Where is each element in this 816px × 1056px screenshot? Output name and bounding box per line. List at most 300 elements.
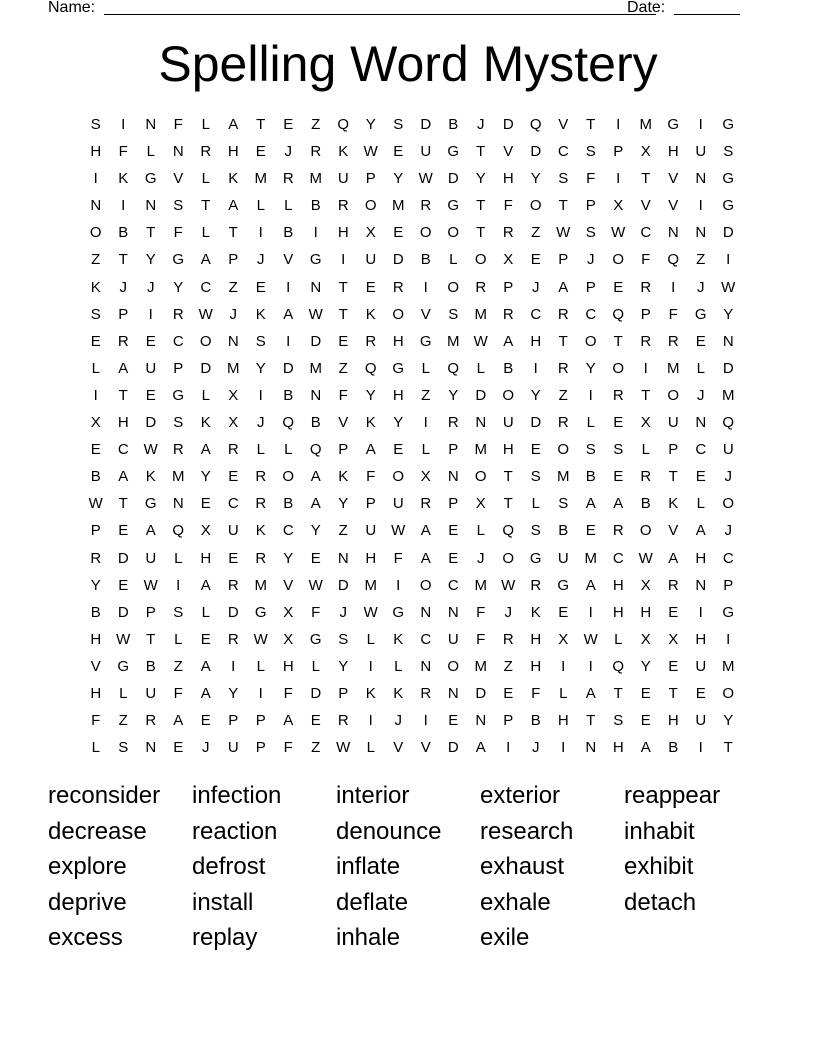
grid-letter: R (365, 332, 377, 350)
grid-letter: R (255, 468, 267, 486)
word-list-item: reconsider (48, 782, 161, 809)
grid-letter: R (640, 278, 652, 296)
grid-letter: O (502, 386, 515, 404)
word-list-row (48, 849, 768, 885)
grid-letter: E (695, 684, 706, 702)
grid-letter: K (365, 414, 376, 432)
grid-letter: E (200, 712, 211, 730)
grid-letter: H (640, 603, 652, 621)
grid-letter: U (227, 739, 239, 757)
grid-letter: W (418, 170, 433, 188)
grid-letter: G (667, 116, 680, 133)
grid-letter: E (613, 414, 624, 432)
grid-letter: Q (529, 116, 542, 133)
grid-letter: U (227, 522, 239, 540)
grid-letter: P (338, 684, 349, 702)
grid-letter: Z (311, 116, 321, 133)
grid-letter: O (557, 441, 570, 459)
grid-letter: E (90, 441, 101, 459)
grid-letter: I (148, 305, 153, 323)
grid-letter: N (172, 143, 184, 161)
grid-letter: A (200, 657, 211, 675)
grid-letter: O (392, 468, 405, 486)
grid-letter: G (447, 143, 460, 161)
grid-row (82, 328, 742, 355)
grid-letter: W (143, 441, 158, 459)
grid-row (82, 626, 742, 653)
grid-row (82, 138, 742, 165)
grid-letter: B (283, 495, 294, 513)
date-blank-line (674, 14, 740, 15)
grid-letter: T (118, 495, 128, 513)
grid-letter: R (90, 549, 102, 567)
word-list-item: decrease (48, 817, 147, 845)
grid-letter: I (368, 657, 373, 675)
grid-letter: D (530, 414, 542, 432)
grid-letter: H (667, 712, 679, 730)
grid-letter: J (147, 278, 155, 296)
grid-letter: Q (172, 522, 185, 540)
grid-letter: O (612, 251, 625, 269)
grid-letter: A (503, 332, 514, 350)
grid-letter: T (228, 224, 238, 242)
grid-letter: I (698, 603, 703, 621)
grid-letter: R (227, 576, 239, 594)
grid-letter: R (640, 332, 652, 350)
grid-letter: S (255, 332, 266, 350)
header (48, 0, 748, 20)
grid-letter: C (530, 305, 542, 323)
grid-letter: W (198, 305, 213, 323)
grid-letter: S (173, 603, 184, 621)
grid-letter: J (724, 468, 732, 486)
grid-letter: E (530, 251, 541, 269)
grid-letter: R (667, 576, 679, 594)
grid-letter: V (558, 116, 569, 133)
grid-letter: R (420, 197, 432, 215)
grid-letter: E (255, 278, 266, 296)
word-list-row (48, 778, 768, 814)
grid-letter: M (309, 170, 322, 188)
grid-letter: I (231, 657, 236, 675)
grid-letter: F (476, 630, 486, 648)
grid-letter: O (282, 468, 295, 486)
grid-letter: L (559, 684, 568, 702)
grid-letter: Y (365, 116, 376, 133)
grid-letter: X (640, 414, 651, 432)
grid-letter: N (420, 603, 432, 621)
grid-letter: P (365, 170, 376, 188)
grid-letter: D (475, 386, 487, 404)
grid-letter: E (668, 657, 679, 675)
grid-letter: F (173, 684, 183, 702)
word-list-item: reaction (192, 817, 278, 845)
grid-letter: E (310, 712, 321, 730)
grid-letter: J (697, 386, 705, 404)
word-list-item: exile (480, 924, 530, 951)
grid-letter: T (668, 684, 678, 702)
grid-letter: X (420, 468, 431, 486)
grid-letter: E (173, 739, 184, 757)
grid-letter: L (421, 359, 430, 377)
grid-letter: A (200, 441, 211, 459)
grid-row (82, 680, 742, 707)
grid-letter: N (695, 576, 707, 594)
grid-letter: O (447, 224, 460, 242)
grid-letter: X (475, 495, 486, 513)
grid-letter: P (118, 305, 129, 323)
grid-row (82, 734, 742, 761)
grid-letter: F (503, 197, 513, 215)
grid-letter: R (557, 359, 569, 377)
grid-letter: R (640, 468, 652, 486)
grid-letter: S (613, 441, 624, 459)
grid-letter: J (532, 278, 540, 296)
grid-letter: C (117, 441, 129, 459)
grid-letter: N (172, 495, 184, 513)
grid-letter: Y (530, 170, 541, 188)
grid-letter: Z (91, 251, 101, 269)
grid-letter: O (199, 332, 212, 350)
grid-letter: N (475, 414, 487, 432)
grid-letter: T (476, 224, 486, 242)
grid-letter: R (227, 630, 239, 648)
grid-letter: X (200, 522, 211, 540)
grid-letter: G (694, 305, 707, 323)
grid-letter: B (530, 712, 541, 730)
grid-letter: Z (228, 278, 238, 296)
grid-letter: T (146, 224, 156, 242)
grid-letter: V (420, 739, 431, 757)
grid-letter: S (338, 630, 349, 648)
grid-letter: G (557, 576, 570, 594)
grid-letter: X (640, 143, 651, 161)
grid-letter: H (90, 630, 102, 648)
grid-letter: I (286, 278, 291, 296)
grid-letter: J (229, 305, 237, 323)
grid-letter: S (173, 414, 184, 432)
grid-letter: O (419, 576, 432, 594)
grid-letter: B (503, 359, 514, 377)
grid-letter: L (201, 170, 210, 188)
grid-letter: W (116, 630, 131, 648)
grid-row (82, 517, 742, 544)
word-list-item: exhale (480, 888, 551, 916)
grid-letter: F (173, 224, 183, 242)
grid-letter: N (337, 549, 349, 567)
grid-letter: M (364, 576, 377, 594)
grid-letter: H (612, 576, 624, 594)
grid-letter: V (90, 657, 101, 675)
grid-letter: N (420, 657, 432, 675)
grid-letter: B (90, 468, 101, 486)
grid-letter: T (503, 468, 513, 486)
grid-letter: A (558, 278, 569, 296)
grid-letter: N (90, 197, 102, 215)
grid-letter: K (338, 468, 349, 486)
grid-letter: H (502, 441, 514, 459)
grid-letter: M (447, 332, 460, 350)
grid-letter: T (723, 739, 733, 757)
grid-letter: E (613, 278, 624, 296)
grid-letter: I (506, 739, 511, 757)
word-list-item: exhaust (480, 853, 565, 880)
grid-letter: H (90, 143, 102, 161)
grid-letter: I (588, 603, 593, 621)
word-list-row (48, 814, 768, 850)
grid-letter: A (365, 441, 376, 459)
grid-letter: I (313, 224, 318, 242)
grid-letter: A (420, 549, 431, 567)
grid-letter: I (176, 576, 181, 594)
grid-letter: E (640, 712, 651, 730)
grid-letter: L (586, 414, 595, 432)
grid-letter: T (613, 332, 623, 350)
grid-letter: F (586, 170, 596, 188)
grid-letter: E (228, 468, 239, 486)
grid-letter: R (557, 414, 569, 432)
grid-letter: P (668, 441, 679, 459)
grid-letter: M (309, 359, 322, 377)
grid-letter: R (282, 170, 294, 188)
grid-letter: A (283, 712, 294, 730)
grid-letter: E (228, 549, 239, 567)
grid-letter: T (338, 305, 348, 323)
grid-letter: W (391, 522, 406, 540)
grid-letter: U (695, 712, 707, 730)
grid-letter: T (613, 684, 623, 702)
grid-letter: W (638, 549, 653, 567)
grid-letter: P (448, 441, 459, 459)
grid-letter: Y (723, 305, 734, 323)
grid-letter: Y (585, 359, 596, 377)
grid-letter: J (339, 603, 347, 621)
grid-letter: I (561, 739, 566, 757)
grid-letter: A (613, 495, 624, 513)
word-list-item: inhabit (624, 817, 695, 845)
grid-letter: O (447, 657, 460, 675)
grid-letter: E (613, 468, 624, 486)
grid-letter: G (419, 332, 432, 350)
grid-letter: C (557, 143, 569, 161)
grid-letter: W (363, 603, 378, 621)
grid-letter: L (91, 359, 100, 377)
date-label: Date: (627, 0, 666, 16)
grid-letter: V (283, 251, 294, 269)
grid-letter: H (365, 549, 377, 567)
grid-letter: R (502, 224, 514, 242)
grid-letter: S (530, 468, 541, 486)
word-list-item: infection (192, 782, 282, 809)
grid-letter: P (585, 278, 596, 296)
grid-letter: H (612, 603, 624, 621)
grid-letter: B (283, 224, 294, 242)
grid-letter: S (723, 143, 734, 161)
grid-letter: V (668, 170, 679, 188)
grid-row (82, 599, 742, 626)
grid-letter: L (476, 522, 485, 540)
grid-letter: Z (558, 386, 568, 404)
grid-letter: T (586, 116, 596, 133)
grid-letter: E (145, 332, 156, 350)
grid-letter: R (447, 414, 459, 432)
grid-letter: N (695, 224, 707, 242)
grid-letter: E (118, 576, 129, 594)
grid-letter: X (668, 630, 679, 648)
grid-letter: Y (640, 657, 651, 675)
grid-letter: T (503, 495, 513, 513)
grid-letter: A (668, 549, 679, 567)
grid-letter: A (640, 739, 651, 757)
grid-letter: H (557, 712, 569, 730)
grid-letter: Q (612, 657, 625, 675)
grid-letter: E (200, 495, 211, 513)
word-list-item: exhibit (624, 853, 694, 880)
grid-letter: L (174, 549, 183, 567)
grid-letter: X (365, 224, 376, 242)
grid-letter: O (474, 251, 487, 269)
grid-letter: I (396, 576, 401, 594)
grid-letter: F (311, 603, 321, 621)
grid-letter: B (585, 468, 596, 486)
grid-letter: R (392, 278, 404, 296)
grid-letter: L (421, 441, 430, 459)
grid-letter: I (286, 332, 291, 350)
grid-letter: M (667, 359, 680, 377)
word-list-item: deflate (336, 888, 409, 916)
grid-letter: K (365, 305, 376, 323)
grid-letter: H (695, 630, 707, 648)
grid-letter: N (145, 197, 157, 215)
grid-letter: E (668, 603, 679, 621)
grid-letter: N (227, 332, 239, 350)
grid-letter: F (366, 468, 376, 486)
grid-letter: A (420, 522, 431, 540)
grid-letter: J (257, 414, 265, 432)
grid-letter: K (255, 522, 266, 540)
grid-letter: F (476, 603, 486, 621)
grid-letter: R (502, 630, 514, 648)
grid-letter: A (145, 522, 156, 540)
grid-letter: T (586, 712, 596, 730)
grid-letter: I (258, 386, 263, 404)
grid-letter: P (585, 197, 596, 215)
grid-letter: S (613, 712, 624, 730)
grid-letter: P (723, 576, 734, 594)
grid-letter: J (477, 549, 485, 567)
grid-letter: N (145, 116, 157, 133)
grid-letter: O (584, 332, 597, 350)
word-list-item: reappear (624, 782, 721, 809)
grid-letter: R (337, 712, 349, 730)
grid-letter: I (121, 116, 126, 133)
grid-letter: O (392, 305, 405, 323)
grid-letter: S (393, 116, 404, 133)
grid-letter: C (722, 549, 734, 567)
grid-letter: S (173, 197, 184, 215)
grid-letter: W (143, 576, 158, 594)
grid-letter: L (174, 630, 183, 648)
word-list-item: exterior (480, 782, 561, 809)
grid-letter: R (612, 522, 624, 540)
grid-letter: F (531, 684, 541, 702)
grid-letter: U (145, 549, 157, 567)
grid-letter: G (309, 630, 322, 648)
grid-letter: D (145, 414, 157, 432)
grid-letter: K (393, 684, 404, 702)
grid-letter: Y (145, 251, 156, 269)
grid-letter: L (256, 197, 265, 215)
grid-letter: T (641, 170, 651, 188)
grid-letter: Q (447, 359, 460, 377)
word-list-row (48, 920, 768, 956)
grid-letter: T (476, 143, 486, 161)
grid-letter: W (336, 739, 351, 757)
grid-letter: I (341, 251, 346, 269)
grid-letter: H (530, 630, 542, 648)
grid-letter: R (200, 143, 212, 161)
grid-letter: J (394, 712, 402, 730)
grid-letter: T (558, 197, 568, 215)
grid-letter: U (145, 684, 157, 702)
grid-letter: K (530, 603, 541, 621)
grid-letter: A (200, 576, 211, 594)
grid-letter: A (585, 684, 596, 702)
grid-letter: U (420, 143, 432, 161)
grid-letter: V (668, 197, 679, 215)
grid-letter: N (447, 603, 459, 621)
grid-letter: P (255, 712, 266, 730)
grid-letter: W (473, 332, 488, 350)
grid-letter: E (530, 441, 541, 459)
grid-letter: E (365, 278, 376, 296)
grid-letter: T (118, 251, 128, 269)
grid-letter: V (640, 197, 651, 215)
grid-letter: K (668, 495, 679, 513)
grid-letter: I (588, 386, 593, 404)
grid-letter: H (502, 170, 514, 188)
grid-letter: L (201, 386, 210, 404)
grid-letter: R (612, 386, 624, 404)
word-list-item: research (480, 817, 574, 845)
grid-letter: E (255, 143, 266, 161)
grid-letter: S (585, 441, 596, 459)
grid-letter: P (255, 739, 266, 757)
grid-letter: X (558, 630, 569, 648)
grid-letter: S (558, 170, 569, 188)
grid-letter: B (448, 116, 459, 133)
grid-letter: Y (228, 684, 239, 702)
grid-letter: G (309, 251, 322, 269)
grid-letter: X (228, 414, 239, 432)
grid-letter: D (530, 143, 542, 161)
grid-letter: H (695, 549, 707, 567)
grid-letter: L (284, 441, 293, 459)
grid-letter: G (392, 603, 405, 621)
grid-letter: L (696, 495, 705, 513)
grid-letter: O (474, 468, 487, 486)
grid-letter: X (613, 197, 624, 215)
grid-letter: E (640, 684, 651, 702)
grid-letter: K (255, 305, 266, 323)
grid-letter: D (200, 359, 212, 377)
grid-letter: Y (448, 386, 459, 404)
grid-letter: I (423, 414, 428, 432)
grid-letter: E (695, 468, 706, 486)
grid-letter: O (364, 197, 377, 215)
grid-letter: E (90, 332, 101, 350)
grid-letter: Y (365, 386, 376, 404)
